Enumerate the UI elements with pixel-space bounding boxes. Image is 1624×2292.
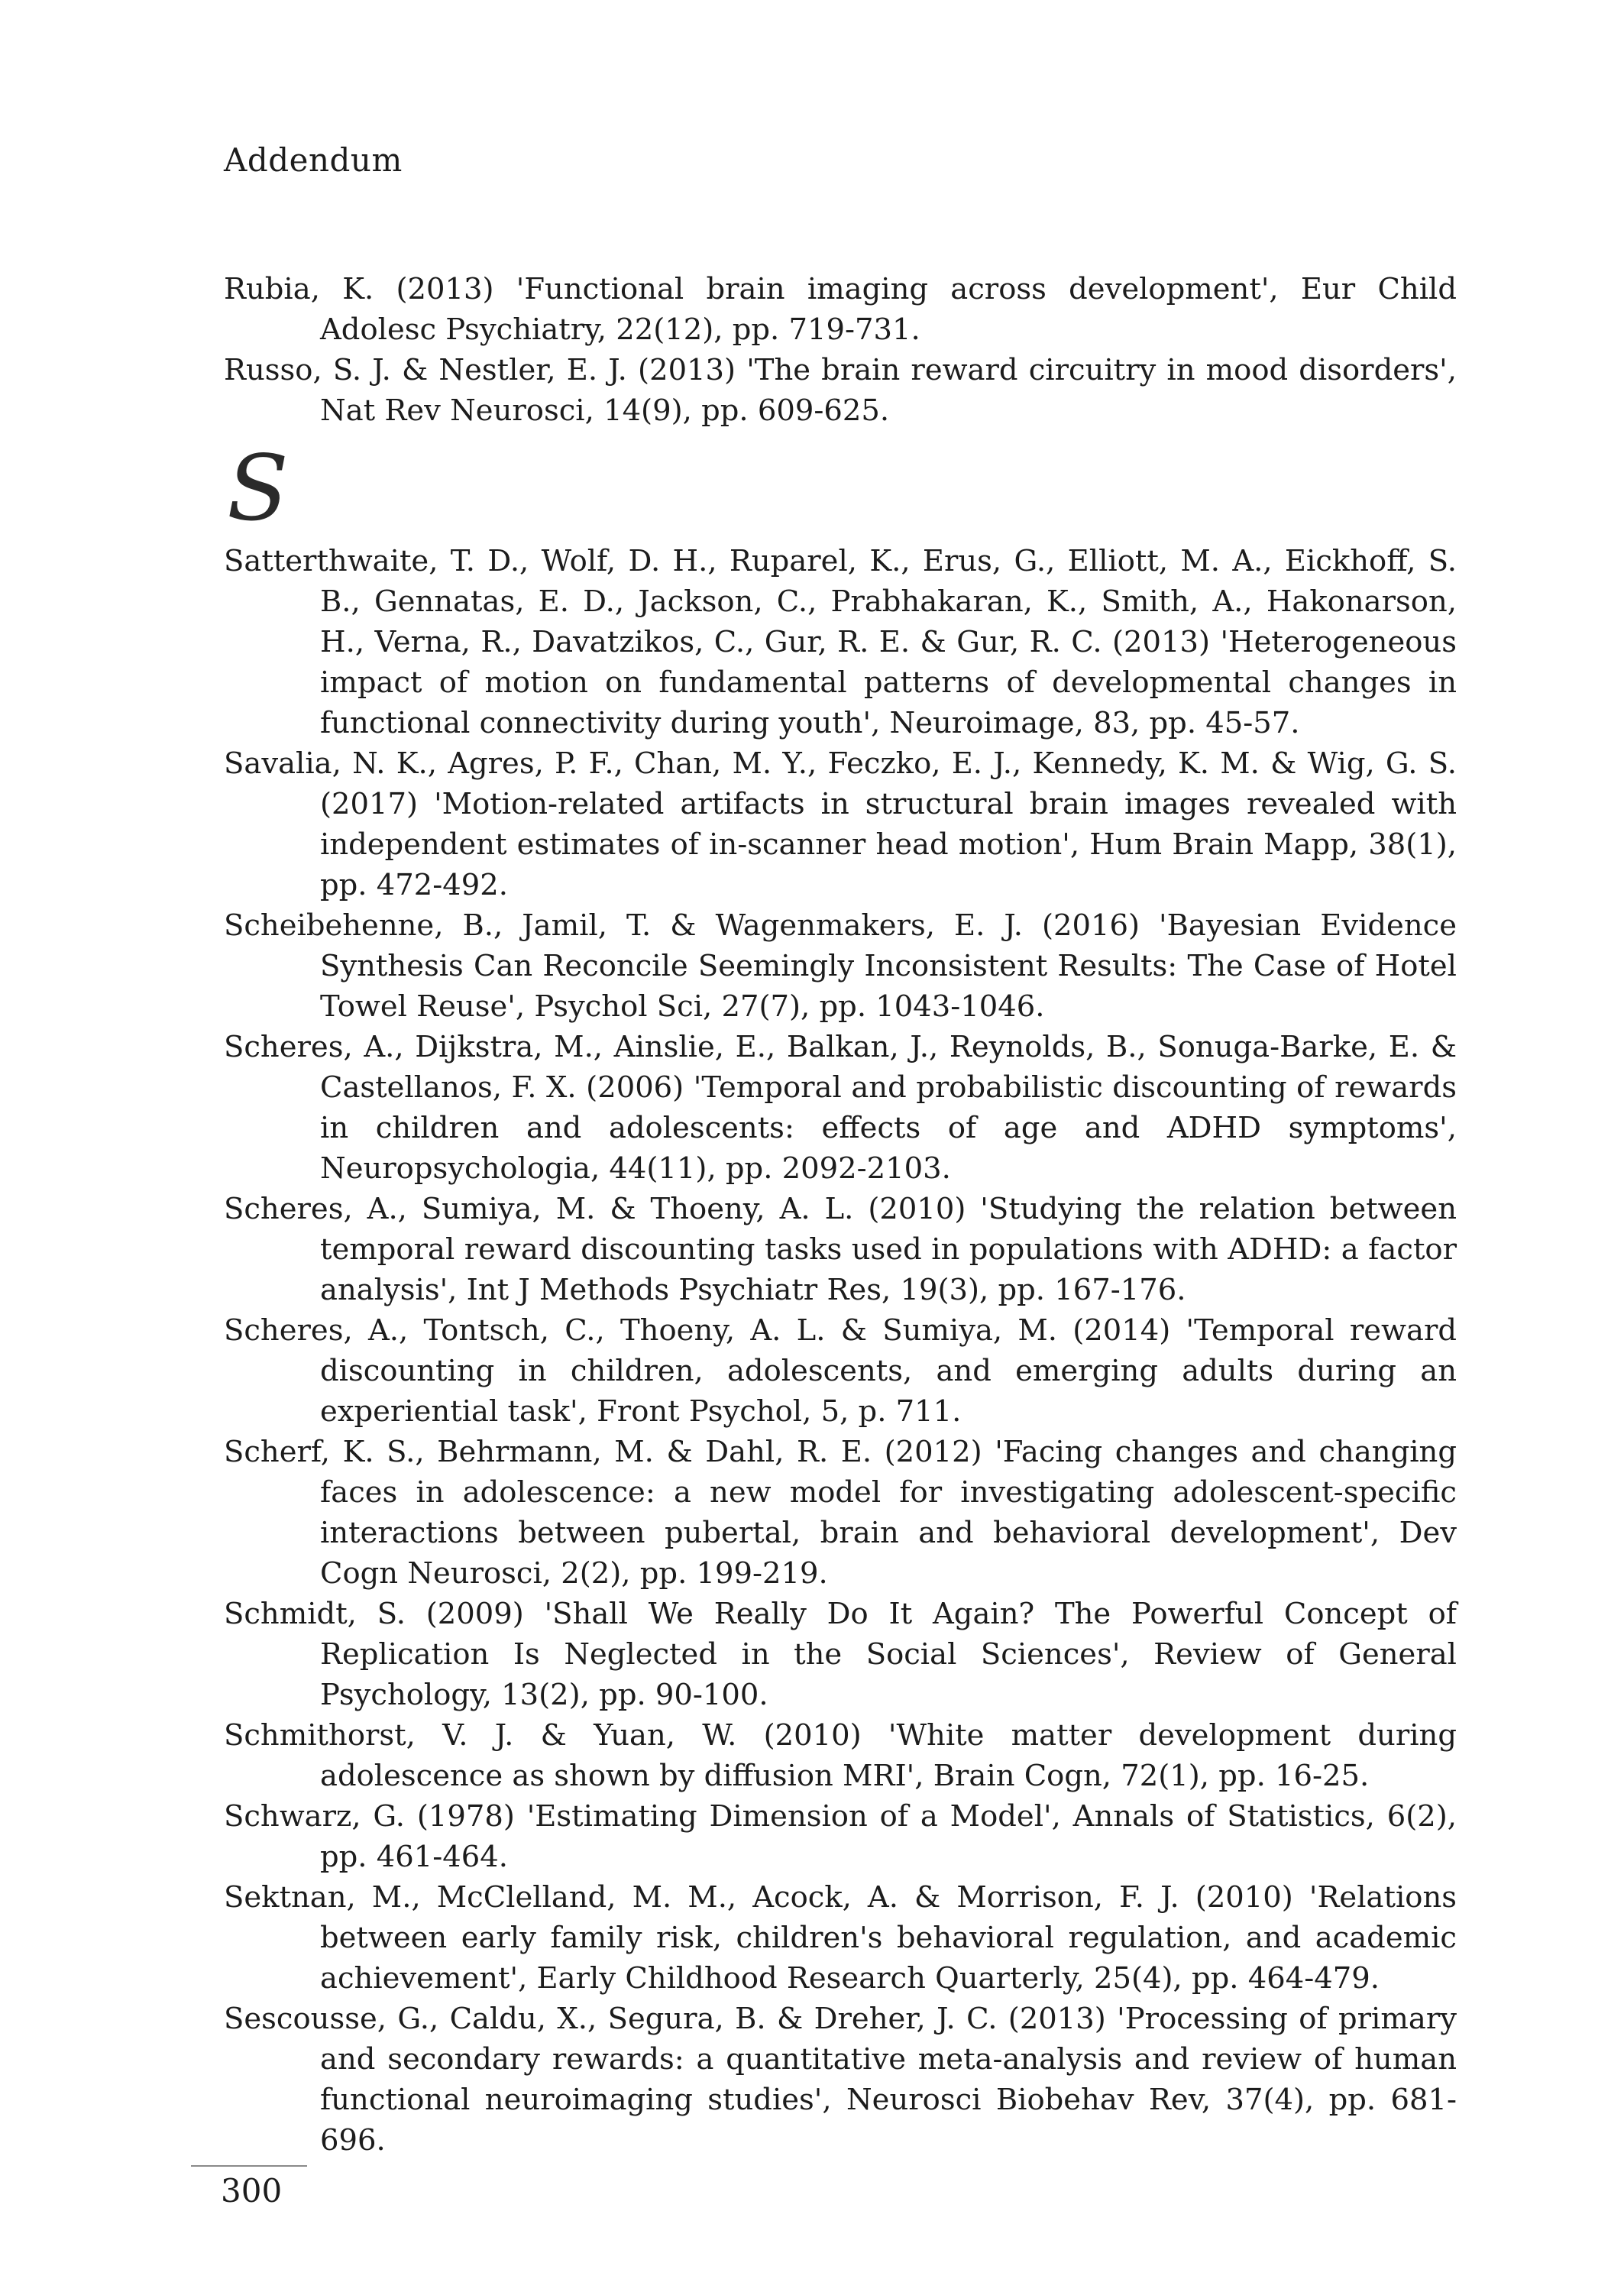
reference-list <box>224 269 1457 2161</box>
page-number: 300 <box>221 2172 283 2209</box>
reference-entry: Savalia, N. K., Agres, P. F., Chan, M. Y., Feczko, E. J., Kennedy, K. M. & Wig, G. S. (2017) 'Motion-related artifacts in structural brain images revealed with independent estimates of in-scanner head motion', Hum Brain Mapp, 38(1), pp. 472-492. <box>224 746 1457 902</box>
reference-entry: Schwarz, G. (1978) 'Estimating Dimension of a Model', Annals of Statistics, 6(2), pp. 461-464. <box>224 1799 1457 1874</box>
reference-entry: Scheres, A., Dijkstra, M., Ainslie, E., Balkan, J., Reynolds, B., Sonuga-Barke, E. & Castellanos, F. X. (2006) 'Temporal and probabilistic discounting of rewards in children and adolescents: effects of age and ADHD symptoms', Neuropsychologia, 44(11), pp. 2092-2103. <box>224 1030 1457 1186</box>
reference-entry: Schmidt, S. (2009) 'Shall We Really Do It Again? The Powerful Concept of Replication Is Neglected in the Social Sciences', Review of General Psychology, 13(2), pp. 90-100. <box>224 1597 1457 1712</box>
section-letter-heading: S <box>227 435 289 541</box>
reference-entry: Satterthwaite, T. D., Wolf, D. H., Ruparel, K., Erus, G., Elliott, M. A., Eickhoff, S. B., Gennatas, E. D., Jackson, C., Prabhakaran, K., Smith, A., Hakonarson, H., Verna, R., Davatzikos, C., Gur, R. E. & Gur, R. C. (2013) 'Heterogeneous impact of motion on fundamental patterns of developmental changes in functional connectivity during youth', Neuroimage, 83, pp. 45-57. <box>224 544 1457 740</box>
reference-entry: Rubia, K. (2013) 'Functional brain imaging across development', Eur Child Adolesc Psychiatry, 22(12), pp. 719-731. <box>224 272 1457 347</box>
references-s-section <box>224 541 1457 2161</box>
reference-entry: Russo, S. J. & Nestler, E. J. (2013) 'The brain reward circuitry in mood disorders', Nat Rev Neurosci, 14(9), pp. 609-625. <box>224 353 1457 428</box>
reference-entry: Sescousse, G., Caldu, X., Segura, B. & Dreher, J. C. (2013) 'Processing of primary and secondary rewards: a quantitative meta-analysis and review of human functional neuroimaging studies', Neurosci Biobehav Rev, 37(4), pp. 681-696. <box>224 2002 1457 2158</box>
reference-entry: Sektnan, M., McClelland, M. M., Acock, A. & Morrison, F. J. (2010) 'Relations between early family risk, children's behavioral regulation, and academic achievement', Early Childhood Research Quarterly, 25(4), pp. 464-479. <box>224 1880 1457 1996</box>
footer-divider <box>191 2165 307 2167</box>
reference-entry: Scheres, A., Tontsch, C., Thoeny, A. L. & Sumiya, M. (2014) 'Temporal reward discounting in children, adolescents, and emerging adults during an experiential task', Front Psychol, 5, p. 711. <box>224 1313 1457 1429</box>
reference-entry: Scheibehenne, B., Jamil, T. & Wagenmakers, E. J. (2016) 'Bayesian Evidence Synthesis Can Reconcile Seemingly Inconsistent Results: The Case of Hotel Towel Reuse', Psychol Sci, 27(7), pp. 1043-1046. <box>224 908 1457 1024</box>
reference-entry: Schmithorst, V. J. & Yuan, W. (2010) 'White matter development during adolescence as shown by diffusion MRI', Brain Cogn, 72(1), pp. 16-25. <box>224 1718 1457 1793</box>
reference-entry: Scherf, K. S., Behrmann, M. & Dahl, R. E. (2012) 'Facing changes and changing faces in adolescence: a new model for investigating adolescent-specific interactions between pubertal, brain and behavioral development', Dev Cogn Neurosci, 2(2), pp. 199-219. <box>224 1435 1457 1591</box>
references-r-section <box>224 269 1457 431</box>
reference-entry: Scheres, A., Sumiya, M. & Thoeny, A. L. (2010) 'Studying the relation between temporal reward discounting tasks used in populations with ADHD: a factor analysis', Int J Methods Psychiatr Res, 19(3), pp. 167-176. <box>224 1192 1457 1307</box>
running-header: Addendum <box>224 141 403 179</box>
